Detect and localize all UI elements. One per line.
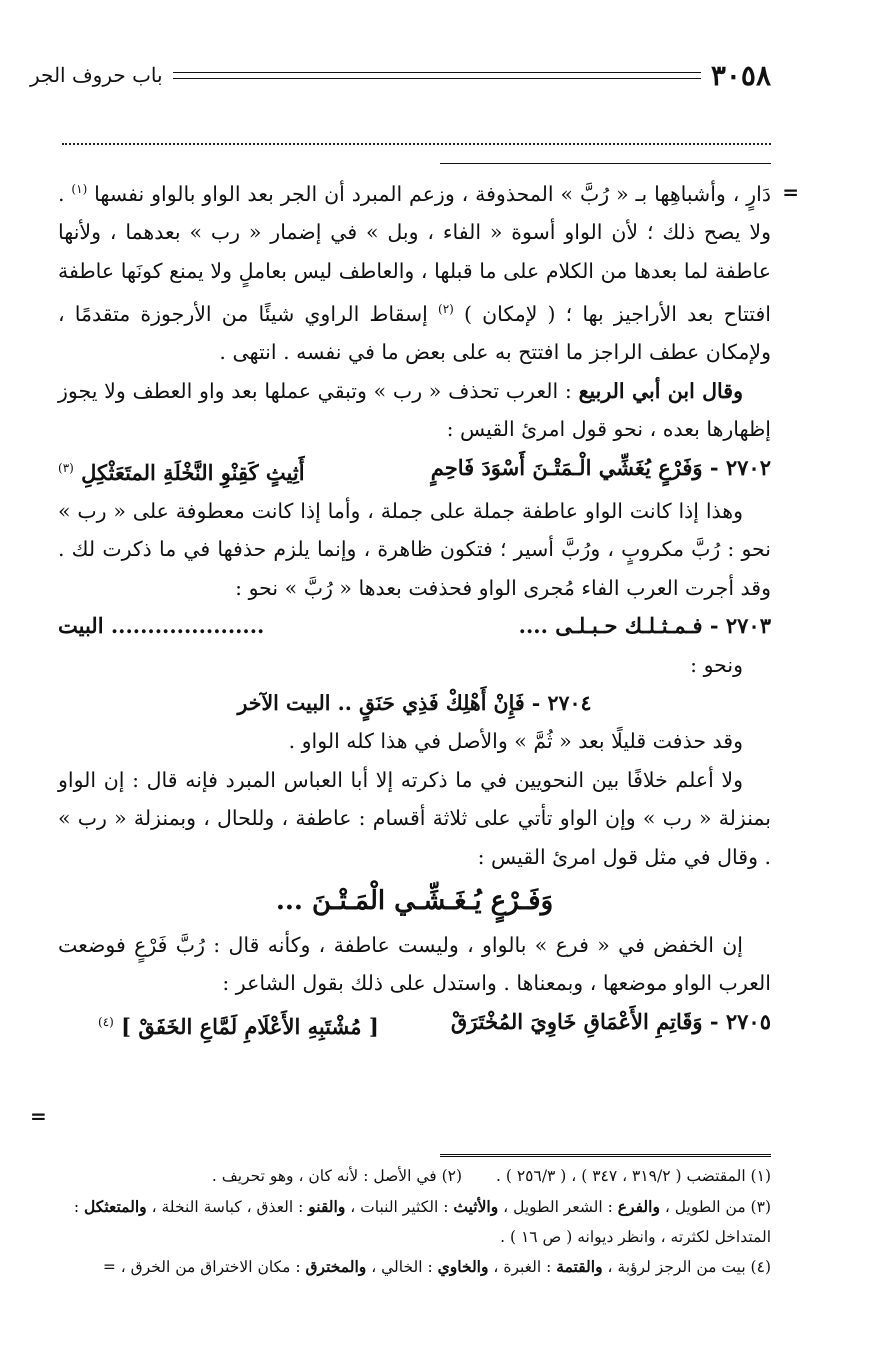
footnote-rule (440, 1154, 771, 1157)
verse-2705: ٢٧٠٥ - وَقَاتِمِ الأَعْمَاقِ خَاوِيَ المُخْتَرَقْ [ مُشْتَبِهِ الأَعْلَامِ لَمَّاعِ الخَفَقْ ] $^{(٤)}$ (98, 1008, 771, 1039)
footnote-ref-4: (٤) (98, 1014, 114, 1029)
paragraph-7: إن الخفض في « فرع » بالواو ، وليست عاطفة ، وكأنه قال : رُبَّ فَرْعٍ فوضعت العرب الواو موضعها ، وبمعناها . واستدل على ذلك بقول الشاعر : (58, 932, 771, 996)
footnote-ref-1: (١) (71, 182, 88, 196)
footnote-2: (٢) في الأصل : لأنه كان ، وهو تحريف . (211, 1167, 463, 1185)
footnote-ref-3: (٣) (58, 460, 74, 475)
footnote-4: (٤) بيت من الرجز لرؤبة ، والقتمة : الغبرة ، والخاوي : الخالي ، والمخترق : مكان الاختراق من الخرق ، = (102, 1257, 771, 1277)
verse-2704: ٢٧٠٤ - فَإِنْ أَهْلِكْ فَذِي حَنَقٍ .. البيت الآخر (237, 690, 592, 715)
paragraph-5: وقد حذفت قليلًا بعد « ثُمَّ » والأصل في هذا كله الواو . (288, 729, 743, 754)
verse-2702: ٢٧٠٢ - وَفَرْعٍ يُغَشِّي الْـمَتْـنَ أَسْوَدَ فَاحِمٍ أَثِيثٍ كَقِنْوِ النَّخْلَةِ المتَعَثْكِلِ $^{(٣)}$ (58, 454, 771, 485)
footnote-row-1 (56, 1162, 771, 1192)
footnote-1: (١) المقتضب ( ٣١٩/٢ ، ٣٤٧ ) ، ( ٢٥٦/٣ ) . (496, 1167, 771, 1185)
continuation-rule (440, 163, 771, 164)
paragraph-4: ونحو : (690, 652, 743, 677)
page-number: ٣٠٥٨ (710, 58, 771, 92)
scholar-name: وقال ابن أبي الربيع (578, 378, 743, 403)
paragraph-3: وهذا إذا كانت الواو عاطفة جملة على جملة ، وأما إذا كانت معطوفة على « رب » نحو : رُبَّ مكروبٍ ، ورُبَّ أسير ؛ فتكون ظاهرة ، وإنما يلزم حذفها في ما ذكرت لك . وقد أجرت العرب الفاء مُجرى الواو فحذفت بعدها « رُبَّ » نحو : (58, 498, 771, 600)
footnote-ref-2: (٢) (438, 302, 454, 317)
page-header (30, 58, 771, 92)
header-double-rule (173, 72, 701, 79)
main-text (58, 170, 771, 1046)
verse-2703: ٢٧٠٣ - فـمـثـلـك حـبـلـى .... ..................... البيت (58, 613, 771, 639)
paragraph-1: دَارٍ ، وأشباهِها بـ « رُبَّ » المحذوفة ، وزعم المبرد أن الجر بعد الواو بالواو نفسها $^{(١)}$ . ولا يصح ذلك ؛ لأن الواو أسوة « الفاء ، وبل » في إضمار « رب » بعدهما ، ولأنها عاطفة لما بعدها من الكلام على ما قبلها ، والعاطف ليس بعاملٍ ولا يمنع كونَها عاطفة افتتاح بعد الأراجيز بها ؛ ( لإمكان ) $^{(٢)}$ إسقاط الراوي شيئًا من الأرجوزة متقدمًا ، ولإمكان عطف الراجز ما افتتح به على بعض ما في نفسه . انتهى . (58, 181, 771, 365)
paragraph-6: ولا أعلم خلافًا بين النحويين في ما ذكرته إلا أبا العباس المبرد فإنه قال : إن الواو بمنزلة « رب » وإن الواو تأتي على ثلاثة أقسام : عاطفة ، وللحال ، وبمنزلة « رب » . وقال في مثل قول امرئ القيس : (58, 767, 771, 869)
dotted-separator (62, 143, 771, 145)
footnotes (56, 1162, 771, 1283)
paragraph-2: وقال ابن أبي الربيع : العرب تحذف « رب » وتبقي عملها بعد واو العطف ولا يجوز إظهارها بعده ، نحو قول امرئ القيس : (58, 378, 771, 442)
continuation-mark-verse: = (30, 1104, 47, 1128)
verse-quote: وَفَـرْعٍ يُـغَـشِّـي الْمَـتْـنَ ... (275, 885, 554, 916)
footnote-3: (٣) من الطويل ، والفرع : الشعر الطويل ، والأثيث : الكثير النبات ، والقنو : العذق ، كباسة النخلة ، والمتعثكل : المتداخل لكثرته ، وانظر ديوانه ( ص ١٦ ) . (73, 1196, 771, 1246)
continuation-mark-top: = (782, 180, 799, 204)
running-title: باب حروف الجر (30, 63, 163, 87)
